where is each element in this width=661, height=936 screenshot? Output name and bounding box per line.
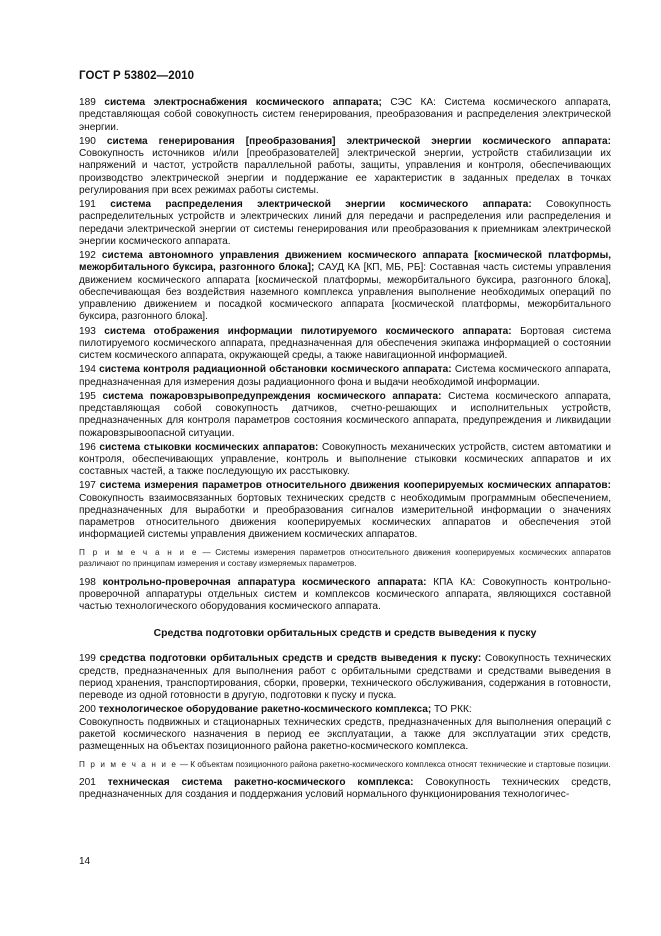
term-entry-201 xyxy=(79,777,611,802)
entry-number: 190 xyxy=(79,135,96,147)
entry-definition: СЭС КА: Система космического аппарата, представляющая собой совокупность систем генерирования, преобразования и распределения электрической энергии. xyxy=(79,97,611,133)
document-body xyxy=(79,97,611,803)
entry-term: система электроснабжения космического аппарата; xyxy=(104,97,382,108)
note-197 xyxy=(79,547,611,570)
entry-definition: Совокупность технических средств, предназначенных для выполнения работ с орбитальными средствами и средствами выведения в период хранения, транспортирования, сборки, проверки, технического обслуживания, содержания в готовности, переводе из одной готовности в другую, подготовки к пуску и пуска. xyxy=(79,653,611,702)
entry-definition: Совокупность взаимосвязанных бортовых технических средств с необходимым программным обеспечением, предназначенных для выработки и преобразования сигналов измерительной информации о значениях параметров относительного движения кооперируемых космических аппаратов и обеспечения этой информацией системы управления движением космических аппаратов. xyxy=(79,492,611,541)
entry-term: технологическое оборудование ракетно-космического комплекса; xyxy=(98,704,432,716)
entry-term: система распределения электрической энергии космического аппарата: xyxy=(110,198,532,210)
term-entry-192 xyxy=(79,250,611,324)
entry-number: 191 xyxy=(79,198,96,210)
term-entry-191 xyxy=(79,199,611,248)
entry-term: система контроля радиационной обстановки космического аппарата: xyxy=(99,364,452,376)
entry-term: система генерирования [преобразования] электрической энергии космического аппарата: xyxy=(106,135,612,147)
entry-number: 197 xyxy=(79,480,96,492)
entry-definition: Совокупность источников и/или [преобразователей] электрической энергии, устройств стабилизации их напряжений и частот, устройств параллельной работы, защиты, управления и контроля, обеспечивающих производство электрической энергии и поддержание ее характеристик в заданных пределах в точках регулирования при всех режимах работы системы. xyxy=(79,147,611,196)
entry-term: контрольно-проверочная аппаратура космического аппарата: xyxy=(102,576,427,588)
term-entry-194 xyxy=(79,364,611,389)
entry-definition: Совокупность распределительных устройств и электрических линий для передачи и распределения или распределения и передачи электрической энергии от системы генерирования или преобразования к приемникам электрической энергии космического аппарата. xyxy=(79,198,611,247)
entry-number: 189 xyxy=(79,97,96,108)
entry-number: 195 xyxy=(79,390,96,402)
term-entry-190 xyxy=(79,136,611,197)
note-text: — К объектам позиционного района ракетно-космического комплекса относят технические и стартовые позиции. xyxy=(177,759,611,769)
term-entry-196 xyxy=(79,442,611,479)
entry-definition: КПА КА: Совокупность контрольно-проверочной аппаратуры отдельных систем и комплексов космического аппарата, являющихся составной частью технологического оборудования космического аппарата. xyxy=(79,576,611,613)
entry-term: техническая система ракетно-космического комплекса: xyxy=(107,777,414,789)
entry-number: 193 xyxy=(79,325,96,337)
entry-number: 199 xyxy=(79,653,96,665)
entry-number: 196 xyxy=(79,441,96,453)
entry-definition: Совокупность механических устройств, систем автоматики и контроля, обеспечивающих управление, контроль и выполнение стыковки космических аппаратов и их составных частей, а также последующую их расстыковку. xyxy=(79,441,612,478)
entry-term: система стыковки космических аппаратов: xyxy=(99,441,319,453)
entry-definition: Система космического аппарата, предназначенная для измерения дозы радиационного фона и выдачи необходимой информации. xyxy=(79,364,611,388)
entry-term: система пожаровзрывопредупреждения космического аппарата: xyxy=(102,390,442,402)
term-entry-198 xyxy=(79,577,611,614)
entry-number: 200 xyxy=(79,704,96,716)
entry-term: система измерения параметров относительного движения кооперируемых космических аппаратов: xyxy=(99,480,611,492)
note-label: П р и м е ч а н и е xyxy=(79,759,178,769)
page-number: 14 xyxy=(79,856,91,867)
term-entry-189 xyxy=(79,97,611,134)
entry-term: система отображения информации пилотируемого космического аппарата: xyxy=(104,325,512,337)
document-header: ГОСТ Р 53802—2010 xyxy=(79,70,195,82)
section-heading: Средства подготовки орбитальных средств и средств выведения к пуску xyxy=(153,628,537,640)
term-entry-200 xyxy=(79,704,611,716)
entry-term: средства подготовки орбитальных средств и средств выведения к пуску: xyxy=(99,653,482,665)
entry-term: система автономного управления движением космического аппарата [космической платформы, межорбитального буксира, разгонного блока]; xyxy=(79,249,611,274)
term-entry-200-definition: Совокупность подвижных и стационарных технических средств, предназначенных для выполнения операций с ракетой космического назначения в период ее эксплуатации, а также для эксплуатации этих средств, размещенных на объектах позиционного района ракетно-космического комплекса. xyxy=(79,716,611,753)
note-200 xyxy=(79,759,611,770)
entry-number: 201 xyxy=(79,777,96,789)
note-label: П р и м е ч а н и е xyxy=(79,547,198,557)
entry-number: 192 xyxy=(79,249,96,261)
term-entry-195 xyxy=(79,391,611,440)
entry-abbreviation: ТО РКК: xyxy=(431,704,472,716)
entry-definition: САУД КА [КП, МБ, РБ]: Составная часть системы управления движением космического аппарата [космической платформы, межорбитального буксира, разгонного блока], обеспечивающая без воздействия наземного комплекса управления выполнение необходимых операций по управлению движением и посадкой космического аппарата [космической платформы, межорбитального буксира, разгонного блока]. xyxy=(79,262,611,323)
entry-number: 198 xyxy=(79,576,96,588)
term-entry-197 xyxy=(79,480,611,541)
entry-definition: Система космического аппарата, представляющая собой совокупность датчиков, счетно-решающих и исполнительных устройств, предназначенных для контроля параметров состояния космического аппарата, предупреждения и ликвидации пожаровзрывоопасной ситуации. xyxy=(79,390,612,439)
entry-number: 194 xyxy=(79,364,96,376)
term-entry-193 xyxy=(79,326,611,363)
entry-definition: Бортовая система пилотируемого космического аппарата, предназначенная для обеспечения экипажа информацией о состоянии систем космического аппарата, окружающей среды, а также навигационной информацией. xyxy=(79,325,611,362)
entry-definition: Совокупность технических средств, предназначенных для создания и поддержания условий нормального функционирования технологичес- xyxy=(79,777,611,801)
note-text: — Системы измерения параметров относительного движения кооперируемых космических аппаратов различают по принципам измерения и составу измеряемых параметров. xyxy=(79,547,611,569)
term-entry-199 xyxy=(79,653,611,702)
